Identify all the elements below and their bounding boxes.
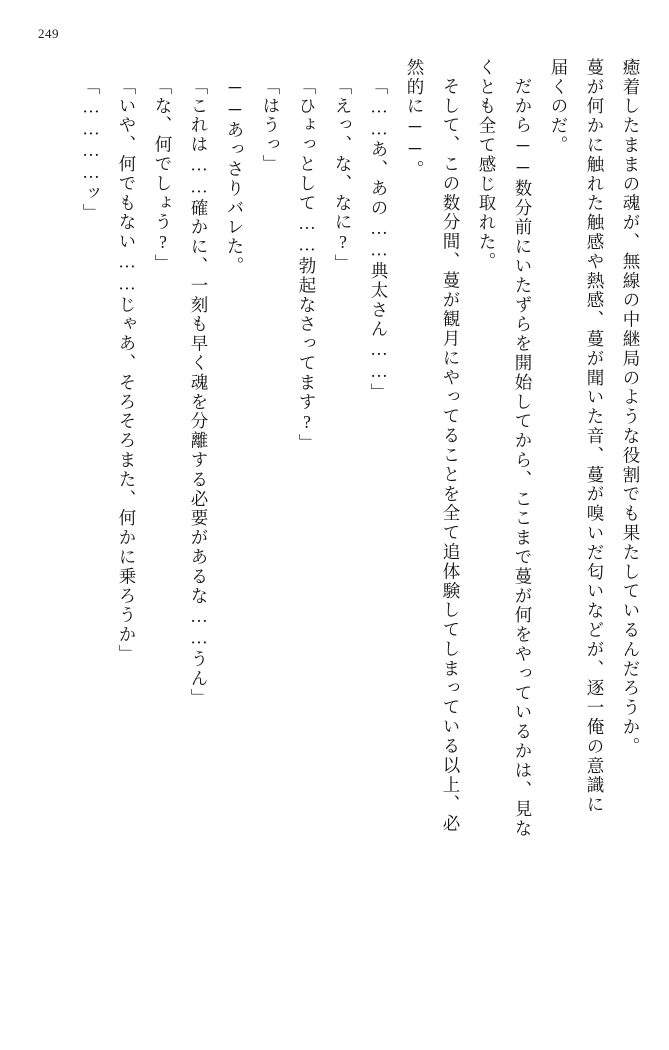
text-line: 「ひょっとして……勃起なさってます?」	[297, 77, 317, 454]
text-line: 「えっ、な、なに?」	[333, 77, 353, 274]
text-line: 届くのだ。	[549, 58, 569, 155]
text-line: 「……あ、あの……典太さん……」	[369, 77, 389, 403]
text-line: ──あっさりバレた。	[225, 77, 245, 276]
text-line: 「いや、何でもない……じゃあ、そろそろまた、何かに乗ろうか」	[117, 77, 137, 664]
text-line: 「これは……確かに、一刻も早く魂を分離する必要があるな……うん」	[189, 77, 209, 708]
text-line: 蔓が何かに触れた触感や熱感、蔓が聞いた音、蔓が嗅いだ匂いなどが、逐一俺の意識に	[585, 58, 605, 815]
text-line: 「はうっ」	[261, 77, 281, 174]
vertical-text-body	[38, 58, 639, 1012]
page-number: 249	[38, 26, 59, 41]
text-line: 然的に──。	[405, 58, 425, 180]
text-line: 癒着したままの魂が、無線の中継局のような役割でも果たしているんだろうか。	[621, 58, 641, 757]
text-line: 「な、何でしょう?」	[153, 77, 173, 274]
text-line: くとも全て感じ取れた。	[477, 58, 497, 272]
text-line: 「…………ッ」	[81, 77, 101, 223]
text-line: だから──数分前にいたずらを開始してから、ここまで蔓が何をやっているかは、見な	[513, 77, 533, 839]
text-line: そして、この数分間、蔓が観月にやってることを全て追体験してしまっている以上、必	[441, 77, 461, 834]
